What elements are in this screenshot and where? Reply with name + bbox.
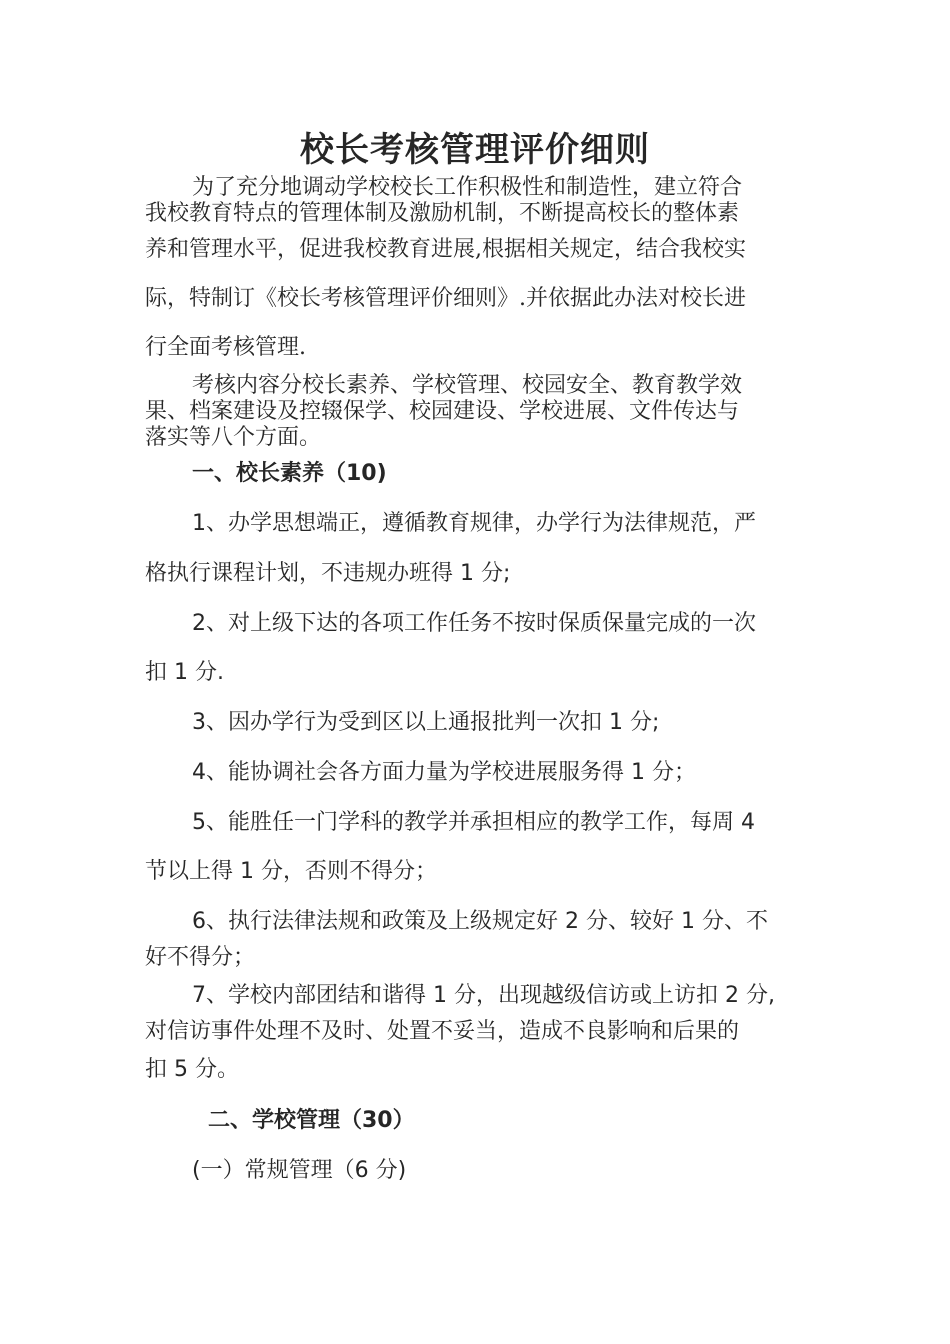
paragraph-line: 3、因办学行为受到区以上通报批判一次扣 1 分; [192, 710, 660, 735]
paragraph-line: 养和管理水平，促进我校教育进展,根据相关规定，结合我校实 [145, 237, 746, 262]
paragraph-line: 7、学校内部团结和谐得 1 分，出现越级信访或上访扣 2 分, [192, 983, 775, 1008]
paragraph-line: 考核内容分校长素养、学校管理、校园安全、教育教学效 [192, 373, 743, 398]
paragraph-line: 扣 1 分. [145, 660, 224, 685]
paragraph-line: 节以上得 1 分，否则不得分； [145, 859, 437, 884]
paragraph-line: 1、办学思想端正，遵循教育规律，办学行为法律规范，严 [192, 511, 756, 536]
paragraph-line: 对信访事件处理不及时、处置不妥当，造成不良影响和后果的 [145, 1019, 740, 1044]
paragraph-line: 好不得分； [145, 945, 256, 970]
section-heading: 一、校长素养（10) [192, 461, 387, 486]
paragraph-line: 2、对上级下达的各项工作任务不按时保质保量完成的一次 [192, 611, 756, 636]
paragraph-line: 行全面考核管理. [145, 335, 306, 360]
paragraph-line: 5、能胜任一门学科的教学并承担相应的教学工作，每周 4 [192, 810, 755, 835]
subsection-heading: (一）常规管理（6 分) [192, 1158, 407, 1183]
paragraph-line: 扣 5 分。 [145, 1057, 239, 1082]
paragraph-line: 6、执行法律法规和政策及上级规定好 2 分、较好 1 分、不 [192, 909, 768, 934]
section-heading: 二、学校管理（30） [208, 1108, 415, 1133]
paragraph-line: 我校教育特点的管理体制及激励机制，不断提高校长的整体素 [145, 201, 740, 226]
paragraph-line: 4、能协调社会各方面力量为学校进展服务得 1 分； [192, 760, 696, 785]
paragraph-line: 果、档案建设及控辍保学、校园建设、学校进展、文件传达与 [145, 399, 740, 424]
document-title: 校长考核管理评价细则 [300, 130, 650, 170]
paragraph-line: 为了充分地调动学校校长工作积极性和制造性，建立符合 [192, 175, 743, 200]
paragraph-line: 落实等八个方面。 [145, 425, 322, 450]
paragraph-line: 际，特制订《校长考核管理评价细则》.并依据此办法对校长进 [145, 286, 746, 311]
paragraph-line: 格执行课程计划，不违规办班得 1 分; [145, 561, 511, 586]
